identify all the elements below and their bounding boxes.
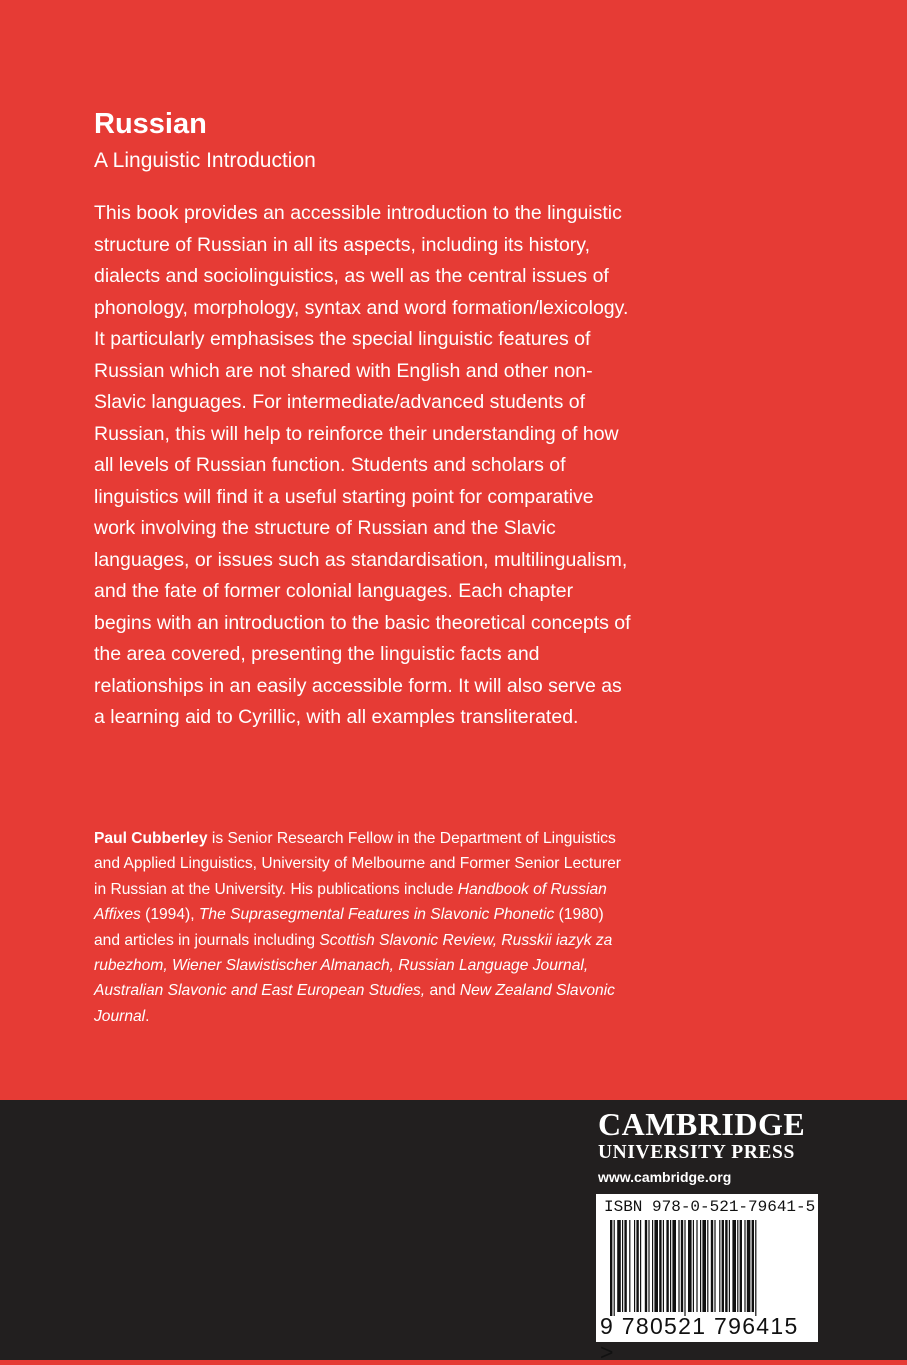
- barcode-bar: [702, 1220, 706, 1312]
- barcode-bar: [654, 1220, 658, 1312]
- barcode-bar: [663, 1220, 664, 1312]
- barcode-bar: [652, 1220, 653, 1312]
- barcode-bar: [752, 1220, 754, 1312]
- ean-digits: 9 780521 796415 >: [600, 1313, 799, 1365]
- barcode-bar: [714, 1220, 715, 1312]
- publisher-logo-sub: UNIVERSITY PRESS: [598, 1142, 795, 1163]
- bio-journal-last: New Zealand Slavonic Journal: [94, 982, 615, 1025]
- barcode-bar: [629, 1220, 630, 1312]
- barcode-bar: [617, 1220, 621, 1312]
- bio-text-5: .: [145, 1007, 150, 1025]
- bio-journals: Scottish Slavonic Review, Russkii iazyk za rubezhom, Wiener Slawistischer Almanach, Russian Language Journal, Australian Slavonic and East European Studies,: [94, 931, 613, 1000]
- isbn-label: ISBN 978-0-521-79641-5: [604, 1198, 816, 1216]
- barcode-bar: [624, 1220, 626, 1312]
- barcode-bar: [640, 1220, 641, 1312]
- barcode-bar: [688, 1220, 692, 1312]
- barcode-bar: [678, 1220, 679, 1312]
- author-name: Paul Cubberley: [94, 830, 208, 847]
- bio-text-1: is Senior Research Fellow in the Department of Linguistics and Applied Linguistics, University of Melbourne and Former Senior Lecturer in Russian at the University. His publications include: [94, 830, 621, 898]
- bio-work-1: Handbook of Russian Affixes: [94, 880, 607, 924]
- barcode-bar: [722, 1220, 724, 1312]
- barcode-bar: [700, 1220, 701, 1312]
- barcode-bar: [659, 1220, 661, 1312]
- barcode-bar: [707, 1220, 708, 1312]
- barcode-icon: [610, 1220, 806, 1316]
- book-subtitle: A Linguistic Introduction: [94, 149, 316, 172]
- barcode-bar: [636, 1220, 638, 1312]
- barcode-bar: [725, 1220, 727, 1312]
- barcode-bar: [670, 1220, 671, 1312]
- book-description: This book provides an accessible introduction to the linguistic structure of Russian in all its aspects, including its history, dialects and sociolinguistics, as well as the central issues of phonology, morphology, syntax and word formation/lexicology. It particularly emphasises the special linguistic features of Russian which are not shared with English and other non-Slavic languages. For intermediate/advanced students of Russian, this will help to reinforce their understanding of how all levels of Russian function. Students and scholars of linguistics will find it a useful starting point for comparative work involving the structure of Russian and the Slavic languages, or issues such as standardisation, multilingualism, and the fate of former colonial languages. Each chapter begins with an introduction to the basic theoretical concepts of the area covered, presenting the linguistic facts and relationships in an easily accessible form. It will also serve as a learning aid to Cyrillic, with all examples transliterated.: [94, 202, 631, 728]
- barcode-bar: [681, 1220, 683, 1312]
- publisher-url: www.cambridge.org: [598, 1169, 732, 1185]
- barcode-bar: [610, 1220, 612, 1316]
- barcode-bar: [666, 1220, 668, 1312]
- barcode-bar: [614, 1220, 615, 1316]
- barcode-bar: [747, 1220, 751, 1312]
- barcode-bar: [696, 1220, 697, 1312]
- bio-text-4: and: [425, 982, 460, 1000]
- barcode-bar: [645, 1220, 647, 1312]
- publisher-logo-name: CAMBRIDGE: [598, 1106, 806, 1142]
- barcode-bar: [737, 1220, 738, 1312]
- book-title: Russian: [94, 108, 207, 140]
- barcode-bar: [732, 1220, 736, 1312]
- barcode-bar: [634, 1220, 635, 1312]
- bio-text-2: (1994),: [140, 906, 199, 924]
- barcode-bar: [719, 1220, 720, 1312]
- barcode-bar: [744, 1220, 745, 1312]
- barcode-bar: [672, 1220, 676, 1312]
- barcode-bar: [740, 1220, 742, 1312]
- barcode-bar: [693, 1220, 694, 1312]
- barcode-bar: [729, 1220, 730, 1312]
- barcode-bar: [622, 1220, 623, 1312]
- barcode-bar: [755, 1220, 756, 1316]
- barcode-panel: [596, 1194, 818, 1365]
- barcode-bar: [648, 1220, 649, 1312]
- barcode-bar: [711, 1220, 713, 1312]
- bio-work-2: The Suprasegmental Features in Slavonic Phonetic: [198, 906, 555, 924]
- barcode-bar: [684, 1220, 685, 1316]
- bio-text-3: (1980) and articles in journals including: [94, 906, 604, 949]
- author-bio: [94, 826, 624, 1029]
